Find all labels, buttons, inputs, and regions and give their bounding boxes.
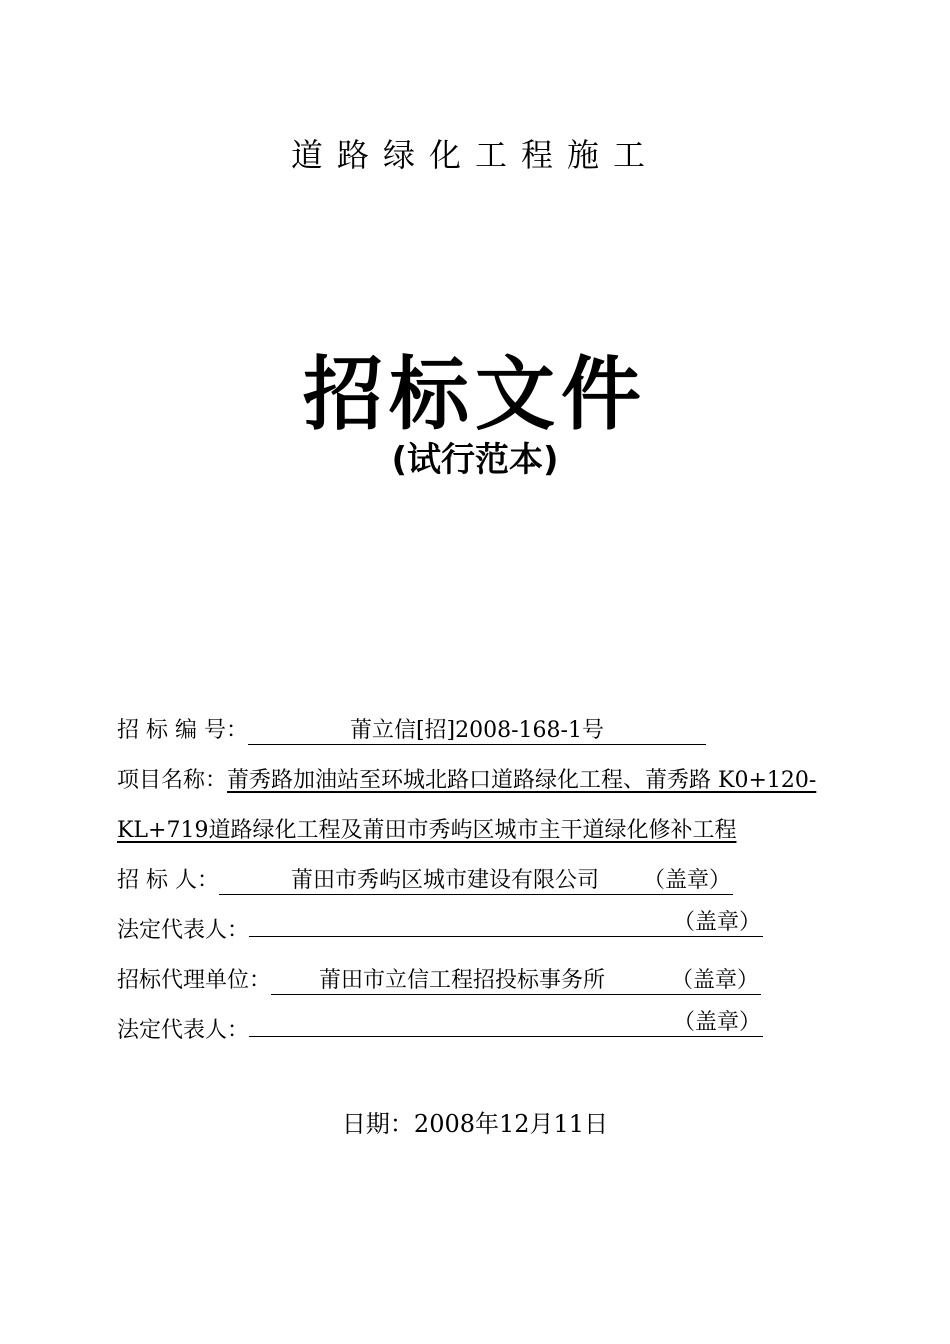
agency-value: 莆田市立信工程招投标事务所 [319, 968, 606, 993]
info-block [117, 706, 847, 1056]
tenderer-row [117, 856, 847, 906]
legal-rep-1-row [117, 906, 847, 956]
agency-seal: （盖章） [671, 968, 760, 993]
agency-row [117, 956, 847, 1006]
bid-number-value: 莆立信[招]2008-168-1号 [248, 718, 706, 745]
main-title: 招标文件 [303, 348, 647, 441]
document-date: 日期：2008年12月11日 [341, 1110, 609, 1138]
tenderer-label: 招 标 人： [117, 868, 219, 893]
project-name-value-line1: 莆秀路加油站至环城北路口道路绿化工程、莆秀路 K0+120- [227, 768, 817, 793]
tenderer-seal: （盖章） [642, 868, 731, 893]
tenderer-value: 莆田市秀屿区城市建设有限公司 [291, 868, 600, 893]
legal-rep-1-label: 法定代表人： [117, 918, 250, 943]
legal-rep-2-seal: （盖章） [673, 1010, 762, 1035]
sub-title: (试行范本) [391, 440, 559, 480]
bid-number-row [117, 706, 847, 756]
tenderer-field [219, 868, 733, 895]
legal-rep-2-label: 法定代表人： [117, 1018, 250, 1043]
bid-number-label: 招 标 编 号： [117, 718, 248, 743]
agency-field [271, 968, 761, 995]
project-name-row-1 [117, 756, 847, 806]
legal-rep-1-seal: （盖章） [673, 910, 762, 935]
project-name-row-2 [117, 806, 847, 856]
top-title: 道路绿化工程施工 [290, 136, 659, 174]
project-name-label: 项目名称： [117, 768, 228, 793]
legal-rep-2-field [249, 1010, 763, 1037]
project-name-value-line2: KL+719道路绿化工程及莆田市秀屿区城市主干道绿化修补工程 [117, 818, 737, 843]
legal-rep-2-row [117, 1006, 847, 1056]
agency-label: 招标代理单位： [117, 968, 272, 993]
legal-rep-1-field [249, 910, 763, 937]
